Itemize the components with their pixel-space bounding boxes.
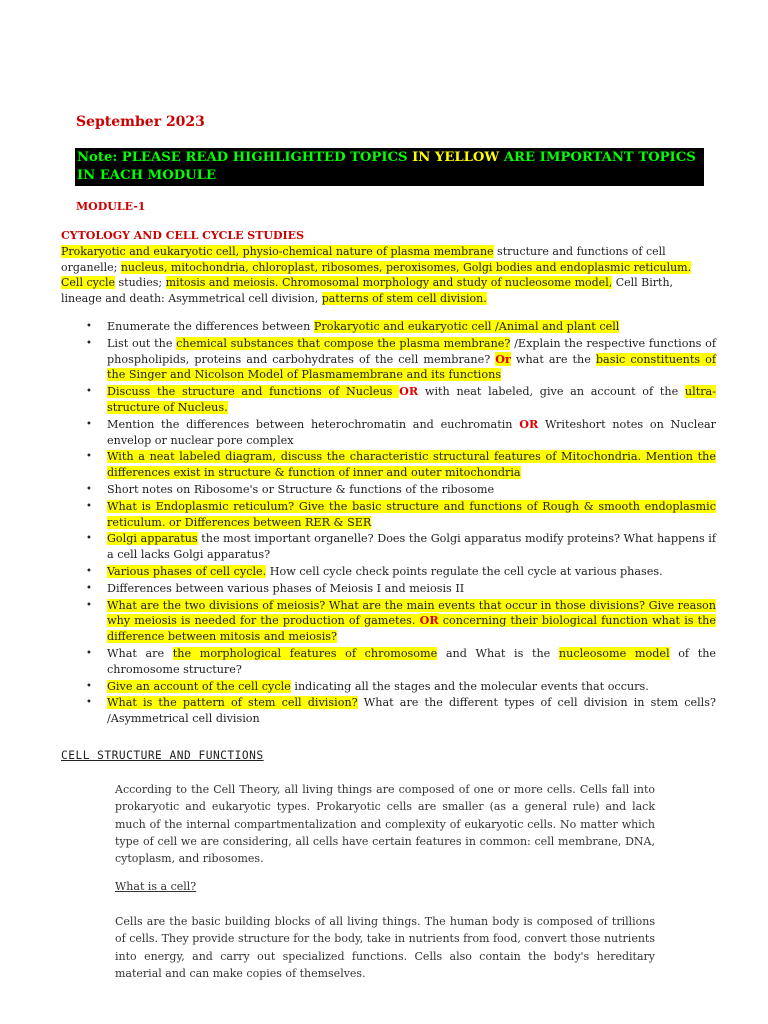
question-highlight: basic constituents of the Singer and Nicolson Model of Plasmamembrane and its functions [107, 352, 716, 382]
syllabus-text: structure and functions of cell organelle; [61, 245, 666, 274]
question-text: Enumerate the differences between [107, 320, 314, 333]
question-text: with neat labeled, give an account of the [418, 385, 685, 399]
question-text: List out the [107, 336, 177, 350]
list-item [86, 336, 716, 383]
question-highlight: nucleosome model [558, 646, 670, 660]
question-text: what are the [510, 352, 596, 366]
question-highlight: Give an account of the cell cycle [107, 679, 291, 693]
bullet-icon: • [86, 533, 92, 545]
question-text: Differences between various phases of Meiosis I and meiosis II [107, 581, 465, 595]
bullet-icon: • [86, 565, 92, 577]
list-item [86, 581, 716, 597]
question-highlight: chemical substances that compose the plasma membrane? [176, 336, 511, 350]
or-keyword: OR [419, 613, 439, 628]
question-highlight: Golgi apparatus [107, 532, 198, 546]
module-title: CYTOLOGY AND CELL CYCLE STUDIES [61, 229, 305, 242]
or-keyword: OR [519, 416, 539, 431]
question-highlight: Various phases of cell cycle. [107, 564, 267, 578]
bullet-icon: • [86, 697, 92, 709]
syllabus-highlight: patterns of stem cell division. [321, 291, 487, 305]
question-text: of the chromosome structure? [107, 646, 717, 676]
question-text: Short notes on Ribosome's or Structure & functions of the ribosome [107, 482, 495, 496]
question-text: Mention the differences between heterochromatin and euchromatin [107, 417, 520, 431]
question-text: and What is the [437, 646, 559, 660]
list-item [86, 679, 716, 695]
syllabus-highlight: Prokaryotic and eukaryotic cell, physio-chemical nature of plasma membrane [61, 245, 494, 258]
list-item [86, 384, 716, 416]
bullet-icon: • [86, 321, 92, 332]
subheading-what-is-a-cell: What is a cell? [115, 880, 197, 893]
question-text: the most important organelle? Does the Golgi apparatus modify proteins? What happens if a cell lacks Golgi apparatus? [107, 532, 717, 562]
syllabus-highlight: nucleus, mitochondria, chloroplast, ribosomes, peroxisomes, Golgi bodies and endoplasmic reticulum. [120, 260, 692, 274]
syllabus-highlight: mitosis and meiosis. Chromosomal morphology and study of nucleosome model, [165, 276, 613, 290]
section-heading: CELL STRUCTURE AND FUNCTIONS [61, 749, 264, 762]
bullet-icon: • [86, 337, 92, 349]
list-item [86, 319, 716, 335]
question-highlight: the morphological features of chromosome [172, 646, 438, 660]
bullet-icon: • [86, 451, 92, 463]
bullet-icon: • [86, 386, 92, 398]
bullet-icon: • [86, 418, 92, 430]
list-item [86, 499, 716, 531]
question-text: How cell cycle check points regulate the cell cycle at various phases. [266, 564, 663, 578]
list-item [86, 417, 716, 449]
question-highlight: concerning their biological function [438, 614, 653, 628]
question-highlight: Discuss the structure and functions of Nucleus [107, 385, 400, 399]
list-item [86, 482, 716, 498]
syllabus-highlight: Cell cycle [61, 276, 116, 290]
bullet-icon: • [86, 483, 92, 495]
question-text: What are [107, 646, 173, 660]
module-label: MODULE-1 [76, 200, 146, 213]
cell-theory-paragraph: According to the Cell Theory, all living things are composed of one or more cells. Cells fall into prokaryotic and eukaryotic types. Prokaryotic cells are smaller (as a general rule) and lack much of the internal compartmentalization and complexity of eukaryotic cells. No matter which type of cell we are considering, all cells have certain features in common: cell membrane, DNA, cytoplasm, and ribosomes. [115, 783, 655, 866]
question-highlight: what is the difference between mitosis and meiosis? [107, 614, 717, 644]
question-text: Writeshort notes on Nuclear envelop or nuclear pore complex [107, 417, 716, 447]
list-item [86, 449, 716, 481]
note-text: Note: PLEASE READ HIGHLIGHTED TOPICS [77, 150, 413, 165]
note-text-end: ARE IMPORTANT TOPICS IN EACH MODULE [77, 150, 696, 183]
or-keyword: OR [399, 384, 419, 399]
note-highlight-text: IN YELLOW [412, 150, 500, 165]
syllabus-text: studies; [115, 276, 163, 290]
bullet-icon: • [86, 582, 92, 594]
question-highlight: With a neat labeled diagram, discuss the characteristic structural features of Mitochondria. Mention the differences exist in structure & function of inner and outer mitochondria [107, 450, 716, 480]
question-list [86, 319, 716, 728]
bullet-icon: • [86, 647, 92, 659]
syllabus-paragraph [61, 244, 713, 306]
or-keyword: Or [495, 351, 511, 366]
bullet-icon: • [86, 500, 92, 512]
important-note-banner [75, 148, 704, 186]
question-highlight: What is the pattern of stem cell division? [107, 696, 358, 710]
cells-paragraph: Cells are the basic building blocks of all living things. The human body is composed of trillions of cells. They provide structure for the body, take in nutrients from food, convert those nutrients into energy, and carry out specialized functions. Cells also contain the body's hereditary material and can make copies of themselves. [115, 915, 655, 980]
question-text: /Explain the respective functions of phospholipids, proteins and carbohydrates of the cell membrane? [107, 336, 717, 366]
list-item [86, 564, 716, 580]
question-highlight: What is Endoplasmic reticulum? Give the basic structure and functions of Rough & smooth endoplasmic reticulum. or Differences between RER & SER [107, 499, 716, 529]
document-date: September 2023 [76, 114, 205, 130]
syllabus-text: Cell Birth, lineage and death: Asymmetrical cell division, [61, 276, 674, 305]
list-item [86, 695, 716, 727]
question-highlight: Prokaryotic and eukaryotic cell /Animal and plant cell [313, 320, 620, 333]
question-text: indicating all the stages and the molecular events that occurs. [290, 679, 649, 693]
bullet-icon: • [86, 599, 92, 611]
question-highlight: ultra- structure of Nucleus. [107, 385, 716, 414]
bullet-icon: • [86, 680, 92, 692]
list-item [86, 598, 716, 645]
list-item [86, 646, 716, 678]
question-text: What are the different types of cell division in stem cells? /Asymmetrical cell division [107, 696, 716, 726]
question-highlight: What are the two divisions of meiosis? What are the main events that occur in those divisions? Give reason why meiosis is needed for the production of gametes. [107, 598, 716, 628]
list-item [86, 531, 716, 563]
